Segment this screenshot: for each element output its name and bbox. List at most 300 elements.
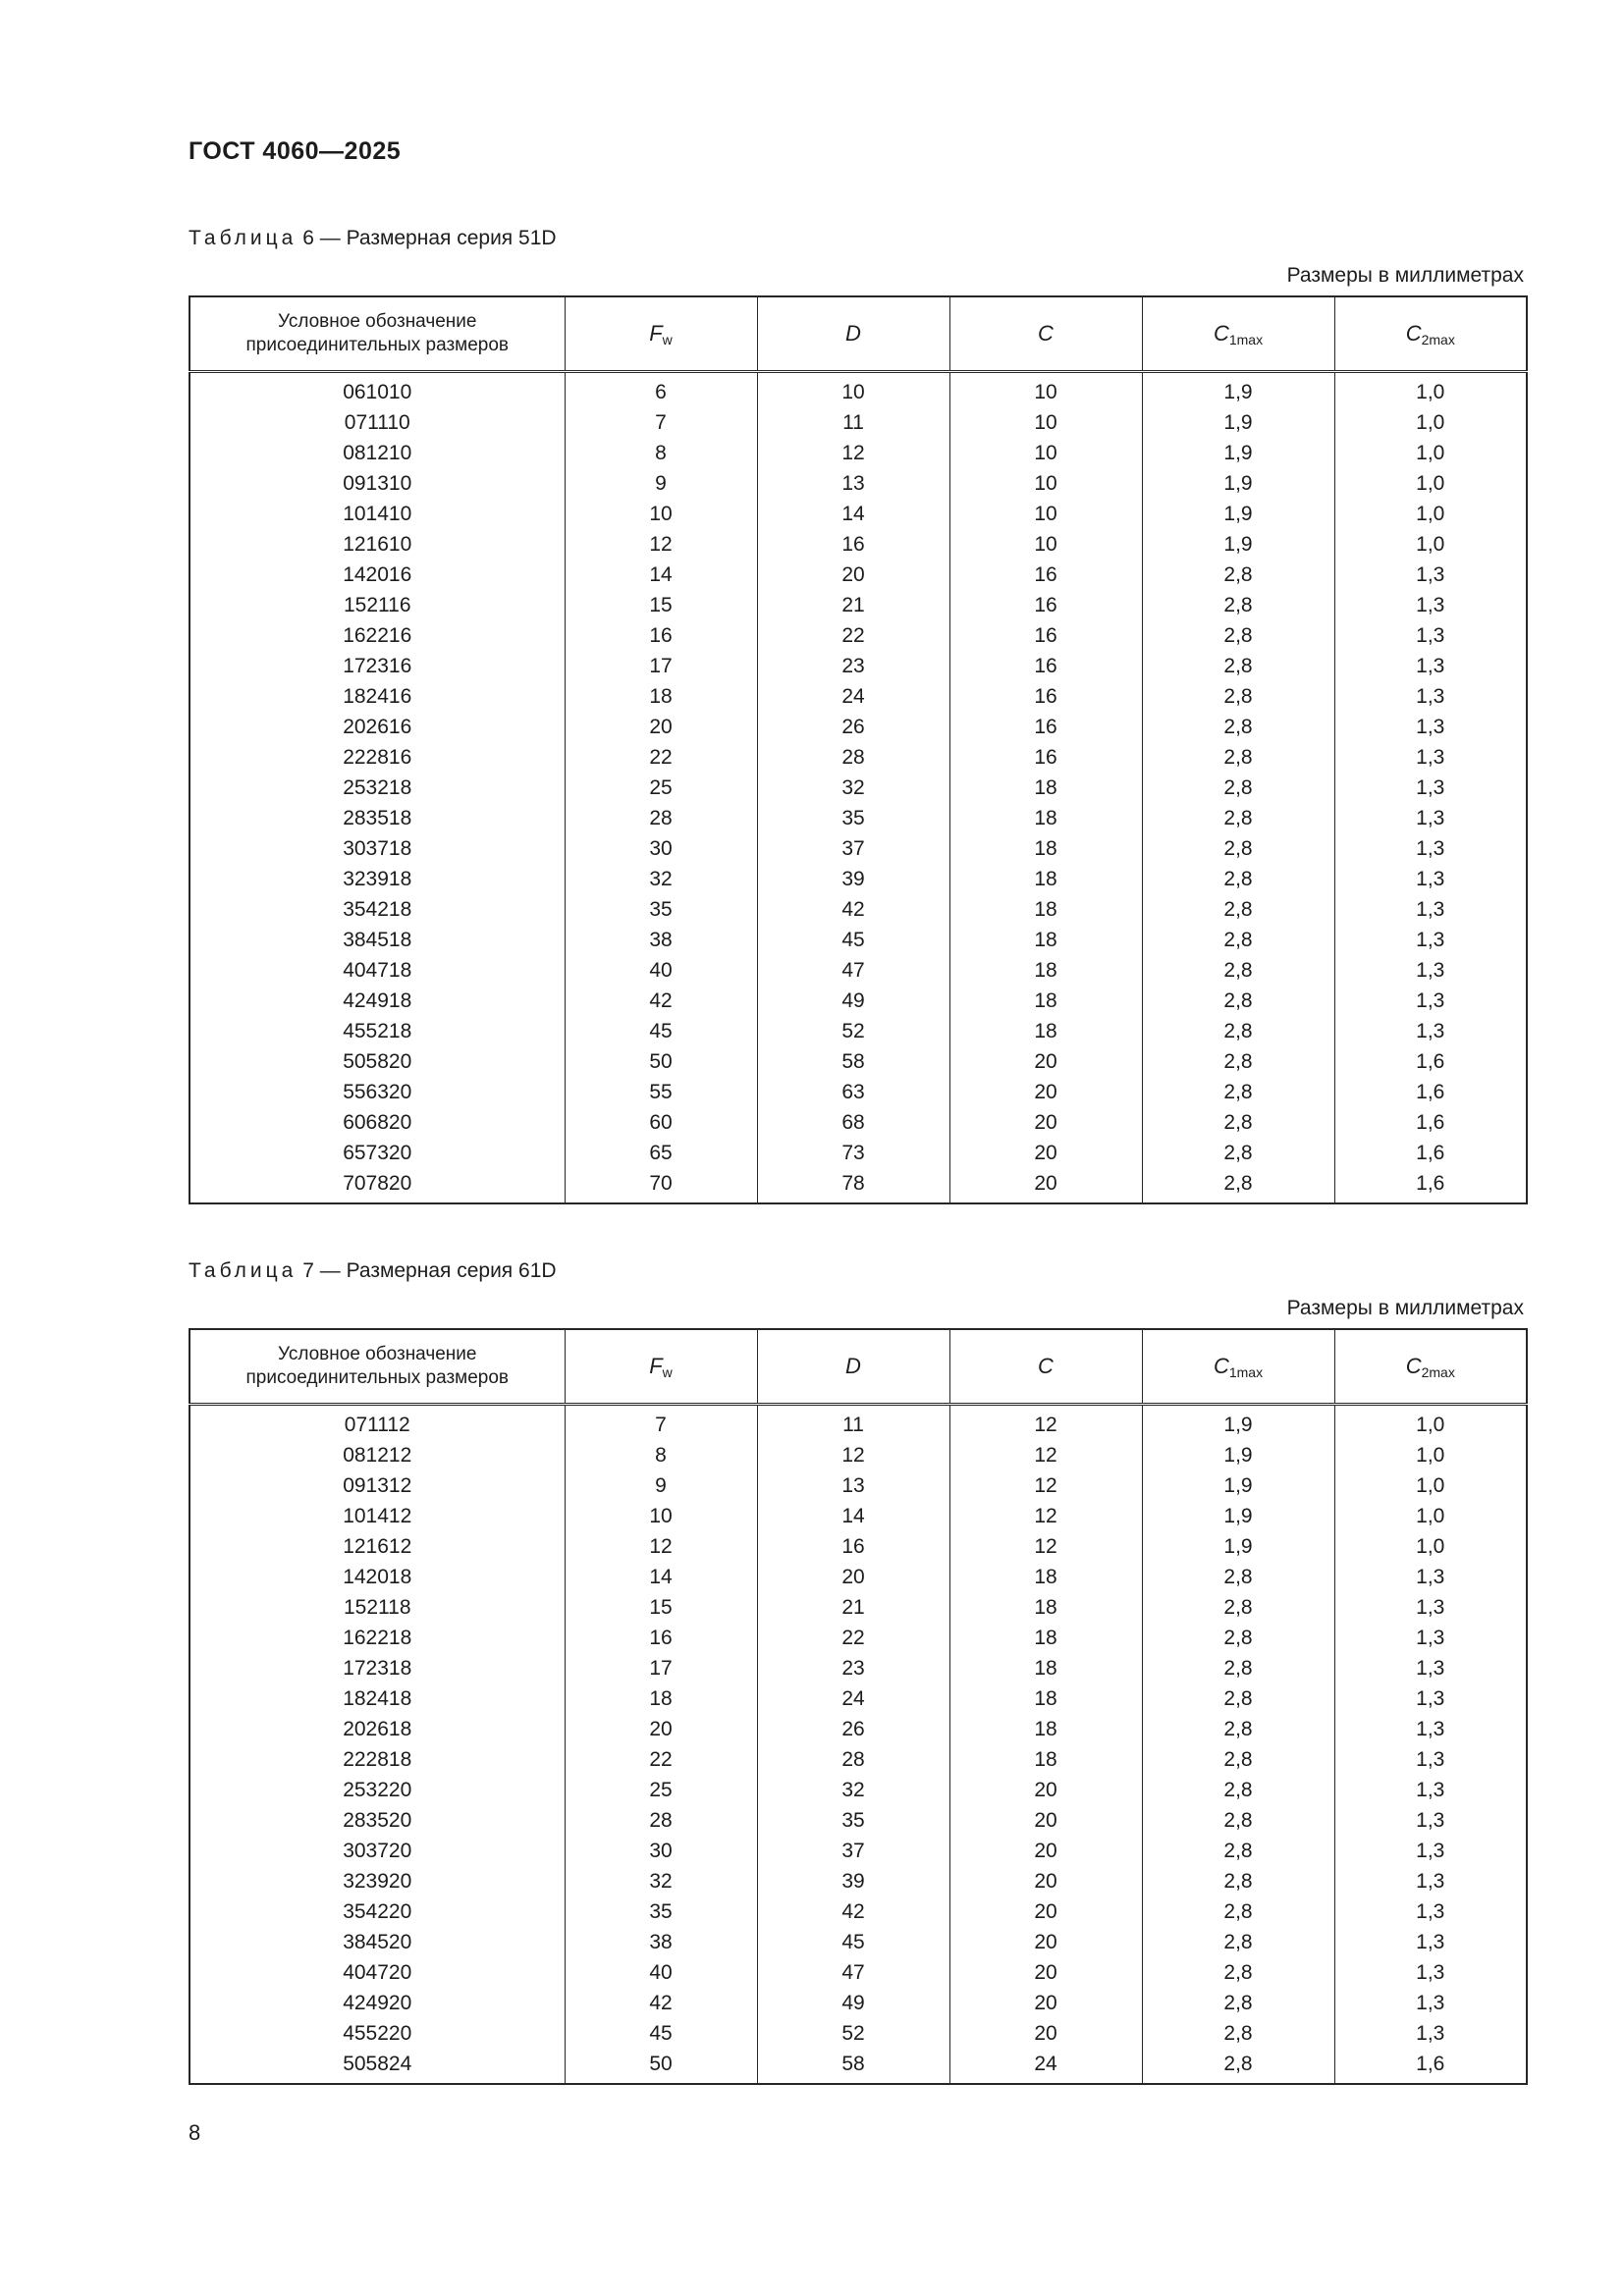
table-cell: 37 <box>757 1836 949 1866</box>
table-cell: 16 <box>949 651 1142 681</box>
table-cell: 2,8 <box>1142 803 1334 833</box>
table-cell: 18 <box>949 1592 1142 1623</box>
table-cell: 2,8 <box>1142 681 1334 712</box>
table-cell: 2,8 <box>1142 742 1334 773</box>
table-row <box>189 1168 1527 1203</box>
table-cell: 354220 <box>189 1896 565 1927</box>
table-cell: 1,3 <box>1334 833 1527 864</box>
table6-caption-separator: — <box>319 227 341 249</box>
table6-caption-title: Размерная серия 51D <box>346 227 557 249</box>
table-row <box>189 1138 1527 1168</box>
table-cell: 152118 <box>189 1592 565 1623</box>
table-cell: 1,3 <box>1334 1016 1527 1046</box>
table-cell: 2,8 <box>1142 955 1334 986</box>
table-row <box>189 986 1527 1016</box>
table-row <box>189 925 1527 955</box>
table-cell: 2,8 <box>1142 833 1334 864</box>
table-cell: 28 <box>565 1805 757 1836</box>
table-cell: 2,8 <box>1142 1988 1334 2018</box>
col-header-c <box>949 296 1142 372</box>
table-cell: 1,0 <box>1334 407 1527 438</box>
table-row <box>189 560 1527 590</box>
table-cell: 58 <box>757 1046 949 1077</box>
table-cell: 18 <box>949 894 1142 925</box>
c2max-subscript: 2max <box>1421 1363 1455 1380</box>
table-cell: 20 <box>949 2018 1142 2049</box>
table-cell: 45 <box>565 1016 757 1046</box>
table-cell: 657320 <box>189 1138 565 1168</box>
table-cell: 1,3 <box>1334 955 1527 986</box>
table-cell: 24 <box>949 2049 1142 2084</box>
table-row <box>189 1077 1527 1107</box>
table-cell: 1,3 <box>1334 2018 1527 2049</box>
table-cell: 23 <box>757 1653 949 1683</box>
table7-caption-separator: — <box>319 1259 341 1282</box>
table-cell: 58 <box>757 2049 949 2084</box>
table-cell: 47 <box>757 1957 949 1988</box>
col-header-fw <box>565 296 757 372</box>
table-cell: 32 <box>757 773 949 803</box>
table-cell: 15 <box>565 1592 757 1623</box>
table-cell: 1,6 <box>1334 1168 1527 1203</box>
col-header-c <box>949 1329 1142 1405</box>
table-cell: 18 <box>949 1562 1142 1592</box>
table-cell: 20 <box>949 1077 1142 1107</box>
table-cell: 2,8 <box>1142 2018 1334 2049</box>
table7-caption <box>189 1259 1526 1283</box>
table-cell: 1,9 <box>1142 1531 1334 1562</box>
table-cell: 1,9 <box>1142 1440 1334 1470</box>
table-cell: 10 <box>565 1501 757 1531</box>
table-row <box>189 1501 1527 1531</box>
table-cell: 2,8 <box>1142 2049 1334 2084</box>
col-header-d <box>757 1329 949 1405</box>
table-cell: 1,0 <box>1334 1440 1527 1470</box>
table-cell: 2,8 <box>1142 1866 1334 1896</box>
table-cell: 172316 <box>189 651 565 681</box>
table-cell: 20 <box>949 1168 1142 1203</box>
table-cell: 1,3 <box>1334 590 1527 620</box>
table-cell: 061010 <box>189 372 565 408</box>
table6-caption-label: Таблица <box>189 227 298 249</box>
table-cell: 11 <box>757 407 949 438</box>
table-cell: 1,0 <box>1334 468 1527 499</box>
table-cell: 707820 <box>189 1168 565 1203</box>
table-cell: 50 <box>565 1046 757 1077</box>
table-cell: 1,6 <box>1334 1107 1527 1138</box>
table-cell: 303718 <box>189 833 565 864</box>
table-cell: 24 <box>757 1683 949 1714</box>
table-cell: 1,0 <box>1334 529 1527 560</box>
table-cell: 142016 <box>189 560 565 590</box>
c1max-subscript: 1max <box>1228 1363 1264 1380</box>
table-cell: 2,8 <box>1142 1683 1334 1714</box>
table-row <box>189 1653 1527 1683</box>
table-row <box>189 1988 1527 2018</box>
table-cell: 28 <box>757 1744 949 1775</box>
table-cell: 17 <box>565 651 757 681</box>
table-cell: 1,3 <box>1334 1683 1527 1714</box>
table-cell: 1,9 <box>1142 1501 1334 1531</box>
table-cell: 12 <box>949 1531 1142 1562</box>
table-cell: 6 <box>565 372 757 408</box>
table-cell: 22 <box>565 742 757 773</box>
table-cell: 18 <box>949 1744 1142 1775</box>
table-cell: 253220 <box>189 1775 565 1805</box>
table-cell: 73 <box>757 1138 949 1168</box>
table-row <box>189 894 1527 925</box>
table-cell: 1,3 <box>1334 712 1527 742</box>
table-cell: 28 <box>565 803 757 833</box>
table-cell: 78 <box>757 1168 949 1203</box>
table-cell: 2,8 <box>1142 1138 1334 1168</box>
table-cell: 505820 <box>189 1046 565 1077</box>
table-cell: 28 <box>757 742 949 773</box>
table-row <box>189 1744 1527 1775</box>
table-cell: 1,3 <box>1334 620 1527 651</box>
table-cell: 20 <box>757 560 949 590</box>
table-cell: 2,8 <box>1142 1623 1334 1653</box>
table-series-51d <box>189 295 1528 1204</box>
table6-header <box>189 296 1527 372</box>
table-cell: 1,9 <box>1142 372 1334 408</box>
table-row <box>189 499 1527 529</box>
table-cell: 17 <box>565 1653 757 1683</box>
col-header-fw <box>565 1329 757 1405</box>
table-cell: 1,6 <box>1334 2049 1527 2084</box>
table-cell: 2,8 <box>1142 560 1334 590</box>
c2max-symbol: C <box>1405 1353 1422 1378</box>
c1max-symbol: C <box>1213 1353 1229 1378</box>
table-cell: 1,3 <box>1334 1896 1527 1927</box>
table-cell: 1,3 <box>1334 894 1527 925</box>
c1max-symbol: C <box>1213 320 1229 346</box>
table-cell: 1,3 <box>1334 803 1527 833</box>
table-cell: 2,8 <box>1142 894 1334 925</box>
table-cell: 424920 <box>189 1988 565 2018</box>
table-cell: 18 <box>949 1714 1142 1744</box>
table-cell: 1,6 <box>1334 1138 1527 1168</box>
table-cell: 1,3 <box>1334 651 1527 681</box>
table-cell: 1,3 <box>1334 1988 1527 2018</box>
table-cell: 10 <box>949 468 1142 499</box>
table-cell: 15 <box>565 590 757 620</box>
table-cell: 455218 <box>189 1016 565 1046</box>
col-header-c1max <box>1142 1329 1334 1405</box>
table-row <box>189 651 1527 681</box>
table-cell: 384520 <box>189 1927 565 1957</box>
table-cell: 18 <box>949 925 1142 955</box>
table-cell: 20 <box>949 1046 1142 1077</box>
table-row <box>189 1957 1527 1988</box>
table-cell: 1,9 <box>1142 1470 1334 1501</box>
table-cell: 14 <box>565 1562 757 1592</box>
table-cell: 1,3 <box>1334 681 1527 712</box>
table-cell: 2,8 <box>1142 1168 1334 1203</box>
table-cell: 23 <box>757 651 949 681</box>
table-cell: 7 <box>565 407 757 438</box>
table-cell: 8 <box>565 438 757 468</box>
table-cell: 505824 <box>189 2049 565 2084</box>
table-cell: 384518 <box>189 925 565 955</box>
table-cell: 22 <box>757 1623 949 1653</box>
table-cell: 35 <box>565 1896 757 1927</box>
table-cell: 45 <box>757 925 949 955</box>
table-cell: 1,9 <box>1142 499 1334 529</box>
table-cell: 10 <box>949 372 1142 408</box>
table-cell: 1,9 <box>1142 438 1334 468</box>
table-cell: 1,3 <box>1334 864 1527 894</box>
table-row <box>189 2049 1527 2084</box>
table-cell: 1,3 <box>1334 1805 1527 1836</box>
table7-caption-title: Размерная серия 61D <box>346 1259 557 1282</box>
table-cell: 22 <box>757 620 949 651</box>
table-cell: 18 <box>949 803 1142 833</box>
table-cell: 10 <box>949 438 1142 468</box>
table-row <box>189 620 1527 651</box>
table-cell: 16 <box>949 590 1142 620</box>
table-cell: 42 <box>757 1896 949 1927</box>
table-cell: 091312 <box>189 1470 565 1501</box>
table-row <box>189 1805 1527 1836</box>
table-cell: 2,8 <box>1142 1927 1334 1957</box>
table-cell: 20 <box>949 1836 1142 1866</box>
table7-units-note: Размеры в миллиметрах <box>1286 1297 1524 1319</box>
table-cell: 9 <box>565 1470 757 1501</box>
table-cell: 1,0 <box>1334 499 1527 529</box>
table-cell: 1,3 <box>1334 1653 1527 1683</box>
table-cell: 20 <box>757 1562 949 1592</box>
table-cell: 12 <box>949 1470 1142 1501</box>
table-row <box>189 1046 1527 1077</box>
table-cell: 2,8 <box>1142 1805 1334 1836</box>
table-cell: 16 <box>949 742 1142 773</box>
table-cell: 222816 <box>189 742 565 773</box>
table-row <box>189 1531 1527 1562</box>
table6-units-note: Размеры в миллиметрах <box>1286 264 1524 287</box>
table-cell: 1,3 <box>1334 1744 1527 1775</box>
table-cell: 2,8 <box>1142 712 1334 742</box>
table-cell: 18 <box>949 955 1142 986</box>
table7-body <box>189 1405 1527 2085</box>
table-cell: 2,8 <box>1142 1016 1334 1046</box>
table-cell: 14 <box>565 560 757 590</box>
table-cell: 1,3 <box>1334 1623 1527 1653</box>
table-cell: 1,0 <box>1334 1405 1527 1441</box>
table-cell: 2,8 <box>1142 1957 1334 1988</box>
table-cell: 071110 <box>189 407 565 438</box>
table-cell: 10 <box>757 372 949 408</box>
table-cell: 556320 <box>189 1077 565 1107</box>
table-cell: 2,8 <box>1142 1592 1334 1623</box>
table-cell: 202618 <box>189 1714 565 1744</box>
table-row <box>189 955 1527 986</box>
col-header-d <box>757 296 949 372</box>
table-cell: 21 <box>757 590 949 620</box>
table-cell: 12 <box>949 1501 1142 1531</box>
table-cell: 12 <box>565 529 757 560</box>
table-cell: 18 <box>565 1683 757 1714</box>
table-cell: 1,3 <box>1334 1927 1527 1957</box>
table-cell: 1,0 <box>1334 1501 1527 1531</box>
table-cell: 22 <box>565 1744 757 1775</box>
table-cell: 081212 <box>189 1440 565 1470</box>
c2max-subscript: 2max <box>1421 331 1455 347</box>
table-cell: 253218 <box>189 773 565 803</box>
table-cell: 10 <box>565 499 757 529</box>
page-number: 8 <box>189 2120 201 2145</box>
table-cell: 21 <box>757 1592 949 1623</box>
table-row <box>189 590 1527 620</box>
table-cell: 101410 <box>189 499 565 529</box>
fw-symbol: F <box>649 1353 663 1378</box>
table-row <box>189 468 1527 499</box>
table-cell: 39 <box>757 864 949 894</box>
table-cell: 101412 <box>189 1501 565 1531</box>
table-header-row <box>189 1329 1527 1405</box>
table-cell: 2,8 <box>1142 864 1334 894</box>
table-cell: 2,8 <box>1142 1896 1334 1927</box>
table-row <box>189 1470 1527 1501</box>
table-row <box>189 1714 1527 1744</box>
table-cell: 39 <box>757 1866 949 1896</box>
table-cell: 68 <box>757 1107 949 1138</box>
table-cell: 47 <box>757 955 949 986</box>
table-cell: 13 <box>757 1470 949 1501</box>
table-cell: 424918 <box>189 986 565 1016</box>
table-row <box>189 864 1527 894</box>
table-cell: 18 <box>949 833 1142 864</box>
table-cell: 20 <box>949 1866 1142 1896</box>
table-row <box>189 1836 1527 1866</box>
table-cell: 2,8 <box>1142 1077 1334 1107</box>
table-cell: 2,8 <box>1142 1714 1334 1744</box>
table-cell: 20 <box>949 1957 1142 1988</box>
table-cell: 16 <box>565 620 757 651</box>
table-cell: 1,6 <box>1334 1046 1527 1077</box>
table-cell: 20 <box>565 712 757 742</box>
table-cell: 2,8 <box>1142 773 1334 803</box>
table-cell: 323920 <box>189 1866 565 1896</box>
table-cell: 20 <box>949 1107 1142 1138</box>
table-cell: 40 <box>565 1957 757 1988</box>
table-cell: 1,3 <box>1334 773 1527 803</box>
table-cell: 1,3 <box>1334 1866 1527 1896</box>
table-cell: 1,3 <box>1334 1714 1527 1744</box>
table-cell: 283520 <box>189 1805 565 1836</box>
table-cell: 1,3 <box>1334 1836 1527 1866</box>
table-cell: 1,3 <box>1334 986 1527 1016</box>
table-cell: 50 <box>565 2049 757 2084</box>
table-row <box>189 1896 1527 1927</box>
table-cell: 70 <box>565 1168 757 1203</box>
table-cell: 20 <box>565 1714 757 1744</box>
table-cell: 63 <box>757 1077 949 1107</box>
table-row <box>189 1440 1527 1470</box>
table-cell: 13 <box>757 468 949 499</box>
table-row <box>189 803 1527 833</box>
table-cell: 32 <box>565 864 757 894</box>
table-cell: 1,3 <box>1334 560 1527 590</box>
table-cell: 283518 <box>189 803 565 833</box>
table-series-61d <box>189 1328 1528 2085</box>
table-row <box>189 1592 1527 1623</box>
table-cell: 60 <box>565 1107 757 1138</box>
table-cell: 16 <box>757 1531 949 1562</box>
table-cell: 30 <box>565 1836 757 1866</box>
c-symbol: C <box>1038 1353 1054 1378</box>
table-cell: 1,3 <box>1334 1592 1527 1623</box>
table-cell: 16 <box>949 560 1142 590</box>
table-cell: 25 <box>565 773 757 803</box>
table-row <box>189 1405 1527 1441</box>
table7-caption-number: 7 <box>302 1259 314 1282</box>
table-cell: 42 <box>565 1988 757 2018</box>
table-row <box>189 1623 1527 1653</box>
table-cell: 2,8 <box>1142 1836 1334 1866</box>
table-cell: 1,3 <box>1334 925 1527 955</box>
table-cell: 16 <box>949 712 1142 742</box>
table-cell: 162218 <box>189 1623 565 1653</box>
table-cell: 49 <box>757 1988 949 2018</box>
table-cell: 1,9 <box>1142 1405 1334 1441</box>
table-cell: 10 <box>949 529 1142 560</box>
col-header-c2max <box>1334 296 1527 372</box>
fw-subscript: w <box>662 331 673 347</box>
table-cell: 152116 <box>189 590 565 620</box>
col-header-c2max <box>1334 1329 1527 1405</box>
table-cell: 2,8 <box>1142 651 1334 681</box>
table-cell: 52 <box>757 2018 949 2049</box>
table6-body <box>189 372 1527 1204</box>
table-cell: 2,8 <box>1142 1046 1334 1077</box>
table-cell: 14 <box>757 1501 949 1531</box>
page-content <box>189 0 1526 2146</box>
table-cell: 18 <box>949 986 1142 1016</box>
table-cell: 1,0 <box>1334 438 1527 468</box>
c1max-subscript: 1max <box>1228 331 1264 347</box>
table-row <box>189 529 1527 560</box>
table-cell: 1,3 <box>1334 1775 1527 1805</box>
table-cell: 25 <box>565 1775 757 1805</box>
table-cell: 12 <box>757 438 949 468</box>
table-cell: 26 <box>757 1714 949 1744</box>
col-header-designation: Условное обозначение присоединительных размеров <box>189 296 565 372</box>
table-cell: 65 <box>565 1138 757 1168</box>
table-cell: 2,8 <box>1142 620 1334 651</box>
table-cell: 24 <box>757 681 949 712</box>
table-cell: 1,9 <box>1142 529 1334 560</box>
table-row <box>189 1107 1527 1138</box>
table-row <box>189 407 1527 438</box>
table-cell: 16 <box>949 681 1142 712</box>
table-cell: 45 <box>565 2018 757 2049</box>
table-cell: 18 <box>949 773 1142 803</box>
table-cell: 10 <box>949 407 1142 438</box>
table-row <box>189 1562 1527 1592</box>
table-cell: 32 <box>757 1775 949 1805</box>
table-cell: 12 <box>949 1405 1142 1441</box>
table-cell: 49 <box>757 986 949 1016</box>
table-cell: 32 <box>565 1866 757 1896</box>
table-row <box>189 1016 1527 1046</box>
table-cell: 37 <box>757 833 949 864</box>
table-row <box>189 1866 1527 1896</box>
table-cell: 20 <box>949 1775 1142 1805</box>
table-cell: 20 <box>949 1805 1142 1836</box>
table-cell: 2,8 <box>1142 1744 1334 1775</box>
table-cell: 11 <box>757 1405 949 1441</box>
